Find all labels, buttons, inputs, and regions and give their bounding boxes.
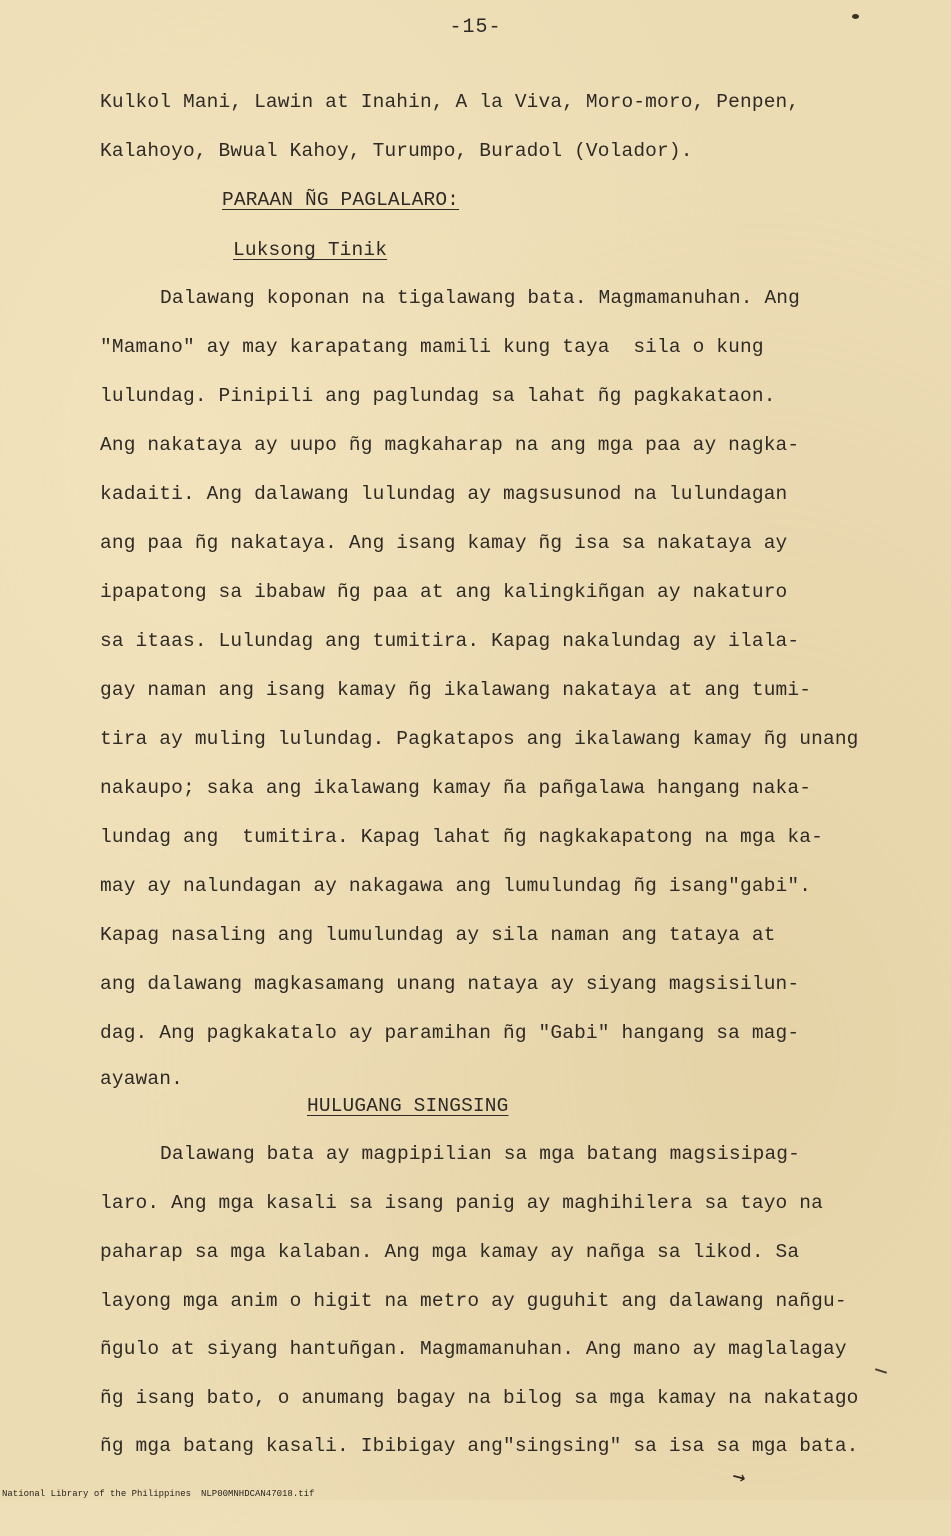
game1-line: lundag ang tumitira. Kapag lahat ñg nagkakapatong na mga ka-: [100, 826, 823, 848]
game1-line: ayawan.: [100, 1068, 183, 1090]
game1-line: tira ay muling lulundag. Pagkatapos ang ikalawang kamay ñg unang: [100, 728, 859, 750]
game2-line: Dalawang bata ay magpipilian sa mga batang magsisipag-: [160, 1143, 801, 1165]
pencil-mark: ↘: [726, 1462, 751, 1491]
game1-line: sa itaas. Lulundag ang tumitira. Kapag nakalundag ay ilala-: [100, 630, 800, 652]
game1-line: gay naman ang isang kamay ñg ikalawang nakataya at ang tumi-: [100, 679, 812, 701]
game2-line: ñgulo at siyang hantuñgan. Magmamanuhan. Ang mano ay maglalagay: [100, 1338, 847, 1360]
game1-line: ang dalawang magkasamang unang nataya ay siyang magsisilun-: [100, 973, 800, 995]
game1-line: "Mamano" ay may karapatang mamili kung taya sila o kung: [100, 336, 764, 358]
game1-line: may ay nalundagan ay nakagawa ang lumulundag ñg isang"gabi".: [100, 875, 812, 897]
footer-filename: NLP00MNHDCAN47018.tif: [201, 1489, 315, 1499]
ink-speck: [875, 1368, 887, 1374]
footer-institution: National Library of the Philippines: [2, 1489, 192, 1499]
intro-line: Kalahoyo, Bwual Kahoy, Turumpo, Buradol (Volador).: [100, 140, 693, 162]
game1-line: Ang nakataya ay uupo ñg magkaharap na ang mga paa ay nagka-: [100, 434, 800, 456]
game1-title: Luksong Tinik: [233, 239, 388, 261]
game2-line: laro. Ang mga kasali sa isang panig ay maghihilera sa tayo na: [100, 1192, 823, 1214]
game1-line: ipapatong sa ibabaw ñg paa at ang kalingkiñgan ay nakaturo: [100, 581, 788, 603]
game1-line: dag. Ang pagkakatalo ay paramihan ñg "Gabi" hangang sa mag-: [100, 1022, 800, 1044]
game1-line: Dalawang koponan na tigalawang bata. Magmamanuhan. Ang: [160, 287, 801, 309]
section-heading: PARAAN ÑG PAGLALARO:: [222, 189, 460, 211]
page-number: -15-: [449, 16, 502, 39]
game1-line: lulundag. Pinipili ang paglundag sa lahat ñg pagkakataon.: [100, 385, 776, 407]
game1-line: Kapag nasaling ang lumulundag ay sila naman ang tataya at: [100, 924, 776, 946]
game2-line: layong mga anim o higit na metro ay guguhit ang dalawang nañgu-: [100, 1290, 847, 1312]
game1-line: nakaupo; saka ang ikalawang kamay ña pañgalawa hangang naka-: [100, 777, 812, 799]
game1-line: kadaiti. Ang dalawang lulundag ay magsusunod na lulundagan: [100, 483, 788, 505]
game2-line: ñg isang bato, o anumang bagay na bilog sa mga kamay na nakatago: [100, 1387, 859, 1409]
game2-title: HULUGANG SINGSING: [307, 1095, 509, 1117]
intro-line: Kulkol Mani, Lawin at Inahin, A la Viva, Moro-moro, Penpen,: [100, 91, 800, 113]
game1-line: ang paa ñg nakataya. Ang isang kamay ñg isa sa nakataya ay: [100, 532, 788, 554]
scan-footer: [0, 1488, 951, 1500]
game2-line: ñg mga batang kasali. Ibibigay ang"singsing" sa isa sa mga bata.: [100, 1435, 859, 1457]
ink-dot: [852, 14, 859, 19]
game2-line: paharap sa mga kalaban. Ang mga kamay ay nañga sa likod. Sa: [100, 1241, 800, 1263]
